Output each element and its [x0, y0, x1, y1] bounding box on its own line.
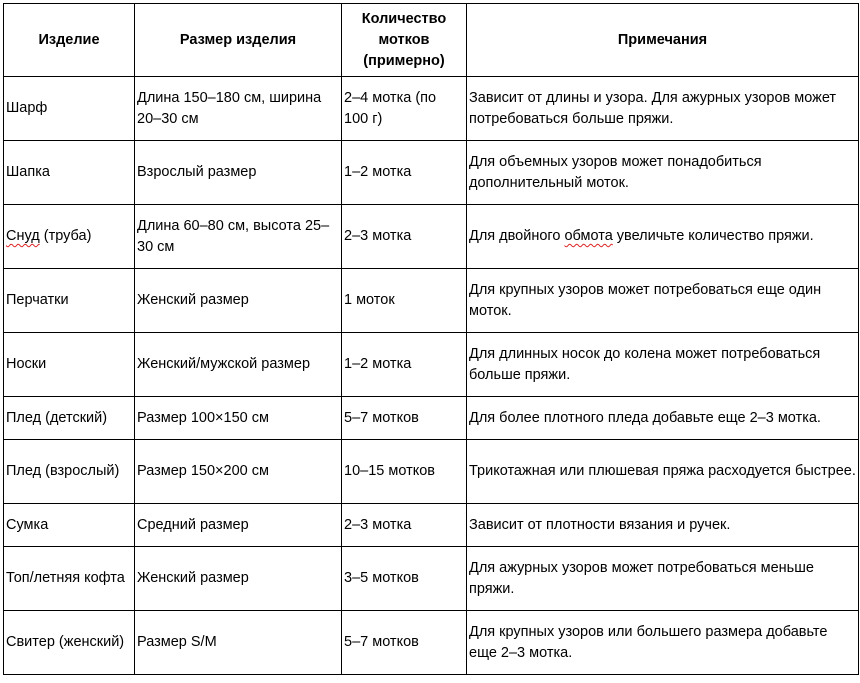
cell-notes: Для более плотного пледа добавьте еще 2–3 мотка. — [467, 397, 859, 440]
cell-notes: Для длинных носок до колена может потребоваться больше пряжи. — [467, 333, 859, 397]
cell-size: Длина 60–80 см, высота 25–30 см — [135, 205, 342, 269]
cell-notes: Для крупных узоров или большего размера добавьте еще 2–3 мотка. — [467, 611, 859, 675]
header-notes: Примечания — [467, 4, 859, 77]
cell-quantity: 1–2 мотка — [342, 141, 467, 205]
table-row — [4, 547, 859, 611]
cell-quantity: 5–7 мотков — [342, 397, 467, 440]
cell-quantity: 10–15 мотков — [342, 440, 467, 504]
cell-quantity: 3–5 мотков — [342, 547, 467, 611]
cell-item: Шарф — [4, 77, 135, 141]
header-row — [4, 4, 859, 77]
cell-size: Женский/мужской размер — [135, 333, 342, 397]
cell-size: Размер 150×200 см — [135, 440, 342, 504]
cell-quantity: 2–3 мотка — [342, 504, 467, 547]
table-row — [4, 77, 859, 141]
cell-item: Перчатки — [4, 269, 135, 333]
cell-item-rest: (труба) — [39, 228, 92, 244]
table-row — [4, 397, 859, 440]
cell-item: Плед (взрослый) — [4, 440, 135, 504]
cell-item: Носки — [4, 333, 135, 397]
yarn-table — [3, 3, 859, 675]
cell-notes: Зависит от плотности вязания и ручек. — [467, 504, 859, 547]
cell-quantity: 1 моток — [342, 269, 467, 333]
cell-size: Размер 100×150 см — [135, 397, 342, 440]
cell-size: Средний размер — [135, 504, 342, 547]
cell-notes-end: увеличьте количество пряжи. — [612, 228, 814, 244]
cell-item: Свитер (женский) — [4, 611, 135, 675]
header-item: Изделие — [4, 4, 135, 77]
spellcheck-word: обмота — [564, 228, 613, 244]
header-size: Размер изделия — [135, 4, 342, 77]
table-row — [4, 333, 859, 397]
table-row — [4, 440, 859, 504]
cell-size: Взрослый размер — [135, 141, 342, 205]
cell-quantity: 2–3 мотка — [342, 205, 467, 269]
cell-quantity: 5–7 мотков — [342, 611, 467, 675]
table-row — [4, 504, 859, 547]
cell-size: Женский размер — [135, 269, 342, 333]
spellcheck-word: Снуд — [6, 228, 40, 244]
cell-size: Размер S/M — [135, 611, 342, 675]
cell-item — [4, 205, 135, 269]
cell-notes-start: Для двойного — [469, 228, 565, 244]
cell-notes: Для ажурных узоров может потребоваться меньше пряжи. — [467, 547, 859, 611]
table-row — [4, 269, 859, 333]
cell-notes: Трикотажная или плюшевая пряжа расходуется быстрее. — [467, 440, 859, 504]
cell-item: Плед (детский) — [4, 397, 135, 440]
cell-item: Сумка — [4, 504, 135, 547]
table-row — [4, 141, 859, 205]
cell-size: Женский размер — [135, 547, 342, 611]
cell-quantity: 2–4 мотка (по 100 г) — [342, 77, 467, 141]
cell-notes: Зависит от длины и узора. Для ажурных узоров может потребоваться больше пряжи. — [467, 77, 859, 141]
cell-notes: Для крупных узоров может потребоваться еще один моток. — [467, 269, 859, 333]
cell-item: Топ/летняя кофта — [4, 547, 135, 611]
cell-item: Шапка — [4, 141, 135, 205]
cell-quantity: 1–2 мотка — [342, 333, 467, 397]
table-row — [4, 611, 859, 675]
table-row — [4, 205, 859, 269]
cell-size: Длина 150–180 см, ширина 20–30 см — [135, 77, 342, 141]
cell-notes: Для объемных узоров может понадобиться дополнительный моток. — [467, 141, 859, 205]
header-quantity: Количество мотков (примерно) — [342, 4, 467, 77]
cell-notes — [467, 205, 859, 269]
